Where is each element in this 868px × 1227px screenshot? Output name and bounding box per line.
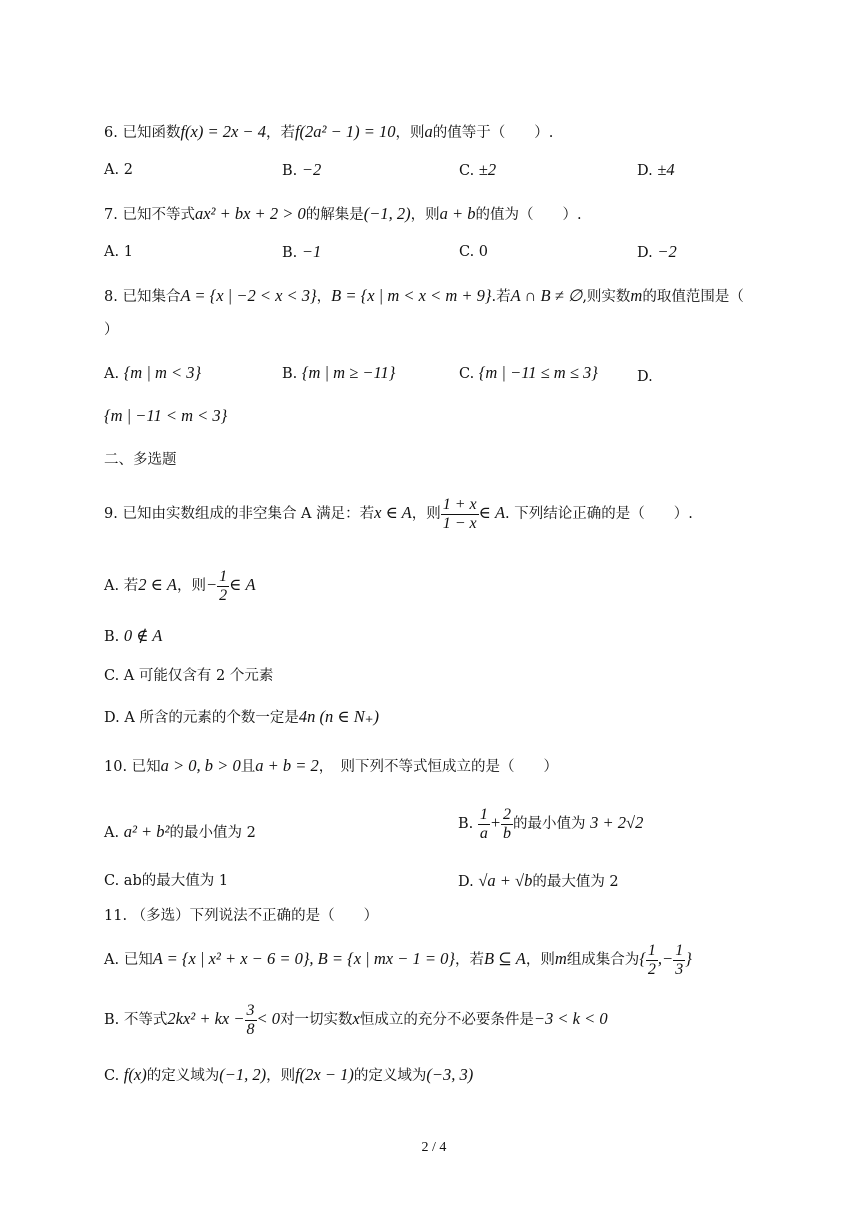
option-fraction-1 bbox=[478, 806, 490, 843]
option-suffix: 恒成立的充分不必要条件是 bbox=[359, 1012, 534, 1028]
fraction-denominator: 2 bbox=[219, 586, 228, 604]
option-lt: < 0 bbox=[256, 1009, 281, 1028]
option-value: {m | m < 3} bbox=[123, 363, 202, 382]
option-label: A. bbox=[104, 162, 124, 178]
question-7 bbox=[104, 204, 582, 225]
question-8 bbox=[104, 286, 744, 307]
option-value: ±4 bbox=[657, 160, 675, 179]
q9-option-b[interactable] bbox=[104, 626, 162, 647]
q10-option-a[interactable] bbox=[104, 822, 256, 843]
option-var: x bbox=[352, 1009, 360, 1028]
q8-text: .若 bbox=[491, 289, 511, 305]
fraction-numerator: 1 bbox=[219, 567, 228, 585]
q7-text2: ，则 bbox=[410, 207, 440, 223]
section-title: 二、多选题 bbox=[104, 452, 177, 468]
q7-inequality: ax² + bx + 2 > 0 bbox=[194, 204, 306, 223]
option-label: A. bbox=[104, 366, 124, 382]
option-label: C. bbox=[104, 1068, 124, 1084]
option-text: 的最小值为 bbox=[513, 816, 586, 832]
option-label: C. bbox=[459, 163, 479, 179]
option-value: ±2 bbox=[478, 160, 497, 179]
minus-sign: − bbox=[206, 575, 218, 594]
q9-text: ，则 bbox=[411, 506, 441, 522]
option-value: 1 bbox=[123, 244, 133, 260]
option-value: 2 bbox=[123, 162, 133, 178]
q9-option-c[interactable]: C. A 可能仅含有 2 个元素 bbox=[104, 668, 274, 684]
option-fraction bbox=[217, 568, 229, 605]
q8-set-b: B = {x | m < x < m + 9} bbox=[331, 286, 492, 305]
q7-solution-set: (−1, 2) bbox=[363, 204, 411, 223]
q7-suffix: 的值为（ ）. bbox=[475, 207, 582, 223]
option-label: C. bbox=[459, 244, 479, 260]
q8-option-d[interactable] bbox=[637, 367, 653, 387]
option-text: 的最大值为 2 bbox=[532, 874, 619, 890]
q7-prefix: 7. 已知不等式 bbox=[104, 207, 195, 223]
option-value: {m | −11 < m < 3} bbox=[104, 406, 228, 425]
option-label: B. bbox=[282, 366, 302, 382]
open-brace: { bbox=[639, 949, 646, 968]
fraction-numerator: 3 bbox=[246, 1001, 255, 1019]
question-10 bbox=[104, 756, 558, 777]
option-label: B. bbox=[282, 163, 302, 179]
option-label: A. bbox=[104, 825, 124, 841]
option-value: −1 bbox=[301, 242, 322, 261]
option-label: C. bbox=[459, 366, 479, 382]
q9-option-d[interactable] bbox=[104, 707, 379, 728]
option-expr: √a + √b bbox=[478, 871, 533, 890]
q7-option-c[interactable] bbox=[459, 242, 488, 262]
fraction-denominator: 2 bbox=[647, 960, 656, 978]
q9-prefix: 9. 已知由实数组成的非空集合 A 满足：若 bbox=[104, 506, 375, 522]
option-label: B. bbox=[282, 245, 302, 261]
option-in-a: ∈ A bbox=[229, 575, 256, 594]
q8-close-paren: ） bbox=[104, 322, 119, 338]
q10-condition2: a + b = 2 bbox=[255, 756, 319, 775]
option-text: 的定义域为 bbox=[146, 1068, 220, 1084]
q9-in-a: ∈ A bbox=[478, 503, 506, 522]
q10-text: 且 bbox=[240, 759, 256, 775]
q9-condition: x ∈ A bbox=[374, 503, 412, 522]
q10-condition: a > 0, b > 0 bbox=[160, 756, 241, 775]
fraction-denominator: 8 bbox=[246, 1020, 255, 1038]
option-suffix: 组成集合为 bbox=[566, 952, 640, 968]
fraction-numerator: 2 bbox=[503, 805, 512, 823]
q6-option-a[interactable] bbox=[104, 160, 133, 180]
q8-var: m bbox=[630, 286, 643, 305]
q7-option-d[interactable] bbox=[637, 242, 677, 263]
option-text: ，若 bbox=[454, 952, 484, 968]
option-fraction-1 bbox=[646, 942, 658, 979]
question-11: 11. （多选）下列说法不正确的是（ ） bbox=[104, 908, 379, 924]
option-text3: 的定义域为 bbox=[353, 1068, 427, 1084]
fraction-denominator: 1 − x bbox=[442, 514, 477, 532]
q8-option-b[interactable] bbox=[282, 363, 395, 384]
option-label: B. bbox=[104, 629, 124, 645]
option-condition: 2 ∈ A bbox=[138, 575, 177, 594]
option-function: f(x) bbox=[123, 1065, 147, 1084]
option-text2: ，则 bbox=[525, 952, 555, 968]
fraction-numerator: 1 bbox=[675, 941, 684, 959]
option-label: D. bbox=[458, 874, 479, 890]
option-fraction bbox=[245, 1002, 257, 1039]
option-fraction-2 bbox=[501, 806, 513, 843]
option-label: D. bbox=[637, 163, 658, 179]
q8-comma: ， bbox=[316, 289, 332, 305]
option-fraction-2 bbox=[673, 942, 685, 979]
close-brace: } bbox=[685, 949, 692, 968]
fraction-numerator: 1 + x bbox=[442, 495, 477, 513]
option-text: ，则 bbox=[177, 578, 206, 594]
q10-option-c[interactable] bbox=[104, 871, 228, 891]
q7-option-a[interactable] bbox=[104, 242, 133, 262]
q6-var: a bbox=[424, 122, 433, 141]
fraction-denominator: 3 bbox=[675, 960, 684, 978]
q6-option-c[interactable] bbox=[459, 160, 496, 181]
option-label: D. bbox=[637, 369, 653, 385]
fraction-numerator: 1 bbox=[647, 941, 656, 959]
q8-suffix2: 的取值范围是（ bbox=[642, 289, 744, 305]
q8-option-c[interactable] bbox=[459, 363, 598, 384]
option-var: m bbox=[554, 949, 567, 968]
q8-suffix: ,则实数 bbox=[582, 289, 631, 305]
q8-prefix: 8. 已知集合 bbox=[104, 289, 181, 305]
q7-expr: a + b bbox=[439, 204, 476, 223]
option-label: C. ab bbox=[104, 873, 142, 889]
option-label: A. 若 bbox=[104, 578, 139, 594]
q10-prefix: 10. 已知 bbox=[104, 759, 161, 775]
q11-option-c[interactable] bbox=[104, 1065, 473, 1086]
option-text: 的最大值为 1 bbox=[141, 873, 229, 889]
q6-condition: f(2a² − 1) = 10 bbox=[294, 122, 396, 141]
option-label: A. bbox=[104, 244, 124, 260]
option-label: D. A 所含的元素的个数一定是 bbox=[104, 710, 299, 726]
option-sets: A = {x | x² + x − 6 = 0}, B = {x | mx − 1 = 0} bbox=[152, 949, 455, 968]
q9-suffix: . 下列结论正确的是（ ）. bbox=[505, 506, 693, 522]
option-value: −2 bbox=[301, 160, 322, 179]
question-6 bbox=[104, 122, 553, 143]
q10-option-d[interactable] bbox=[458, 871, 619, 892]
q10-suffix: ， 则下列不等式恒成立的是（ ） bbox=[318, 759, 558, 775]
fraction-numerator: 1 bbox=[479, 805, 488, 823]
option-label: B. bbox=[458, 816, 478, 832]
option-label: A. 已知 bbox=[104, 952, 153, 968]
q9-fraction bbox=[441, 496, 479, 533]
q7-option-b[interactable] bbox=[282, 242, 321, 263]
option-text: 对一切实数 bbox=[280, 1012, 353, 1028]
option-condition: B ⊆ A bbox=[483, 949, 526, 968]
q8-condition: A ∩ B ≠ ∅ bbox=[510, 286, 583, 305]
comma-minus: ,− bbox=[657, 949, 674, 968]
option-value: −2 bbox=[657, 242, 677, 261]
q6-option-b[interactable] bbox=[282, 160, 321, 181]
fraction-denominator: b bbox=[503, 824, 512, 842]
option-domain2: (−3, 3) bbox=[426, 1065, 474, 1084]
option-value: −3 < k < 0 bbox=[533, 1009, 608, 1028]
option-function2: f(2x − 1) bbox=[295, 1065, 354, 1084]
q8-line2 bbox=[104, 320, 119, 340]
option-label: D. bbox=[637, 245, 658, 261]
q6-suffix: 的值等于（ ）. bbox=[432, 125, 554, 141]
q9-option-a[interactable] bbox=[104, 562, 256, 609]
option-label: B. 不等式 bbox=[104, 1012, 168, 1028]
option-expr: 2kx² + kx − bbox=[167, 1009, 245, 1028]
option-value: {m | m ≥ −11} bbox=[301, 363, 396, 382]
q8-option-a[interactable] bbox=[104, 363, 201, 384]
option-text2: ，则 bbox=[266, 1068, 296, 1084]
q6-text2: ，则 bbox=[395, 125, 425, 141]
question-9 bbox=[104, 490, 693, 537]
q11-option-b[interactable] bbox=[104, 996, 608, 1043]
plus-sign: + bbox=[489, 813, 502, 832]
q6-function: f(x) = 2x − 4 bbox=[180, 122, 266, 141]
option-expr: a² + b² bbox=[123, 822, 170, 841]
q10-option-b[interactable] bbox=[458, 800, 643, 847]
q6-prefix: 6. 已知函数 bbox=[104, 125, 181, 141]
q11-option-a[interactable] bbox=[104, 936, 692, 983]
q7-text: 的解集是 bbox=[305, 207, 364, 223]
option-value: 0 bbox=[478, 244, 489, 260]
option-value: 4n (n ∈ N₊) bbox=[298, 707, 379, 726]
option-text: 的最小值为 2 bbox=[169, 825, 256, 841]
fraction-denominator: a bbox=[479, 824, 488, 842]
q8-set-a: A = {x | −2 < x < 3} bbox=[180, 286, 317, 305]
page-number: 2 / 4 bbox=[421, 1140, 447, 1155]
option-value: 0 ∉ A bbox=[123, 626, 163, 645]
option-value: {m | −11 ≤ m ≤ 3} bbox=[478, 363, 598, 382]
q6-text: ，若 bbox=[265, 125, 295, 141]
q6-option-d[interactable] bbox=[637, 160, 675, 181]
option-value: 3 + 2√2 bbox=[590, 813, 644, 832]
option-domain: (−1, 2) bbox=[219, 1065, 267, 1084]
q8-option-d-value bbox=[104, 406, 227, 427]
